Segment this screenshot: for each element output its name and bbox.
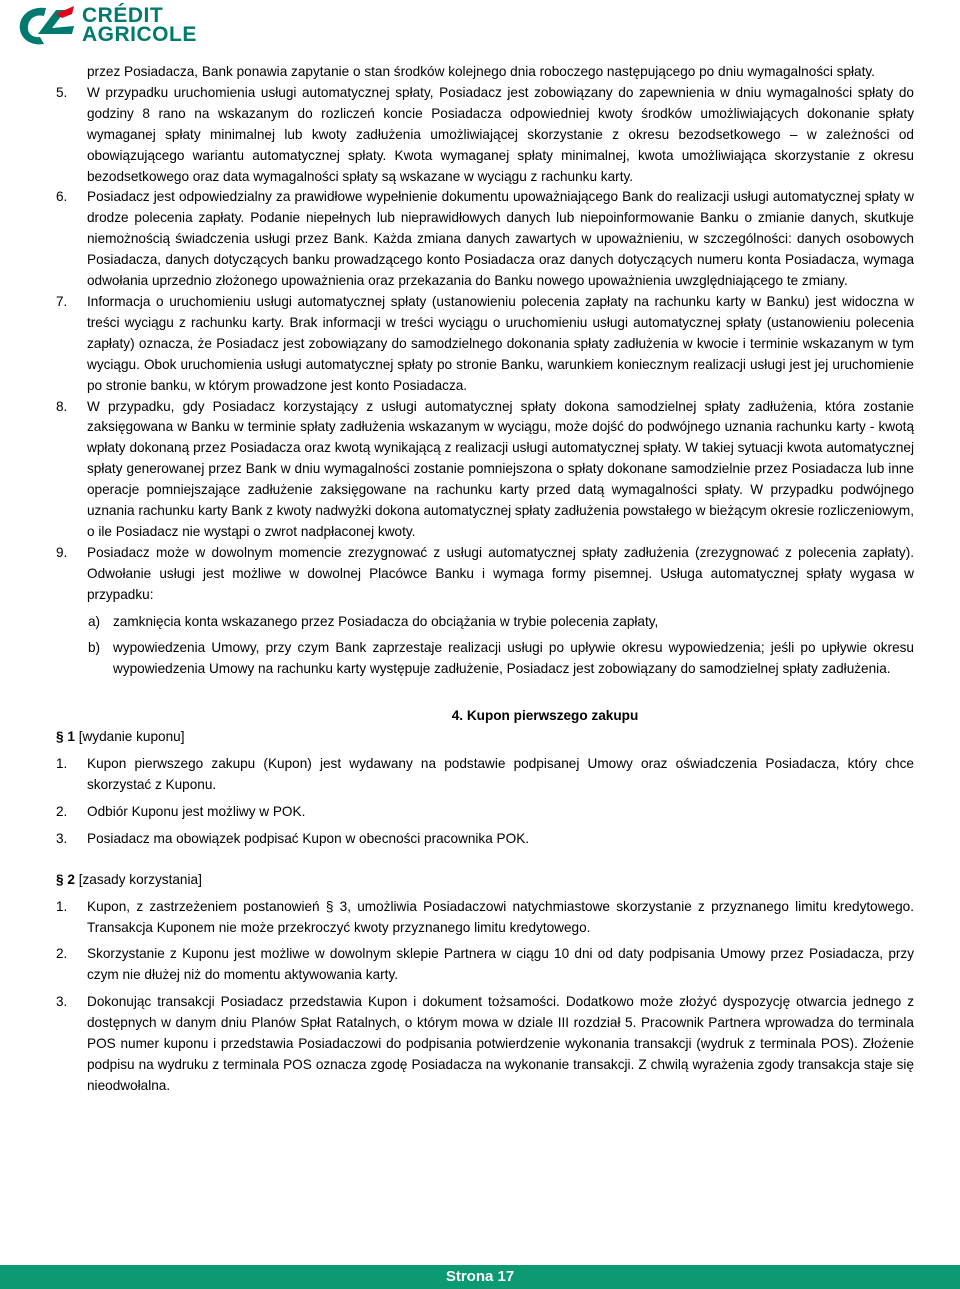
list-item: [56, 83, 914, 188]
paragraph-title: [zasady korzystania]: [78, 871, 202, 887]
item-number: 3.: [56, 994, 68, 1010]
logo-line-1: CRÉDIT: [82, 4, 164, 27]
paragraph-heading-1: [56, 727, 914, 748]
document-body: [56, 62, 914, 1097]
item-number: 5.: [56, 84, 68, 100]
list-item: [56, 992, 914, 1097]
item-text: Kupon, z zastrzeżeniem postanowień § 3, umożliwia Posiadaczowi natychmiastowe skorzystanie z przyznanego limitu kredytowego. Transakcja Kuponem nie może przekroczyć kwoty przyznanego limitu kredytowego.: [87, 898, 914, 935]
sub-item-text: wypowiedzenia Umowy, przy czym Bank zaprzestaje realizacji usługi po upływie okresu wypowiedzenia; jeśli po upływie okresu wypowiedzenia Umowy na rachunku karty występuje zadłużenie, Posiadacz jest zobowiązany do samodzielnej spłaty zadłużenia.: [113, 640, 914, 677]
list-item: [56, 897, 914, 939]
page-number: Strona 17: [445, 1268, 515, 1285]
ca-emblem-icon: [16, 4, 76, 46]
sub-item-label: b): [88, 640, 101, 656]
item-text: Odbiór Kuponu jest możliwy w POK.: [87, 803, 306, 819]
item-text: Kupon pierwszego zakupu (Kupon) jest wydawany na podstawie podpisanej Umowy oraz oświadczenia Posiadacza, który chce skorzystać z Kuponu.: [87, 756, 914, 792]
item-number: 1.: [56, 898, 68, 914]
sub-item-text: zamknięcia konta wskazanego przez Posiadacza do obciążania w trybie polecenia zapłaty,: [113, 613, 659, 629]
item-number: 1.: [56, 756, 68, 772]
item-number: 6.: [56, 189, 68, 205]
intro-text: przez Posiadacza, Bank ponawia zapytanie o stan środków kolejnego dnia roboczego następującego po dniu wymagalności spłaty.: [87, 64, 875, 79]
item-text: W przypadku uruchomienia usługi automatycznej spłaty, Posiadacz jest zobowiązany do zapewnienia w dniu wymagalności spłaty do godziny 8 rano na wskazanym do rozliczeń koncie Posiadacza odpowiedniej kwoty środków umożliwiających dokonanie spłaty wymaganej spłaty minimalnej lub kwoty zadłużenia umożliwiającej skorzystanie z okresu bezodsetkowego – w zależności od obowiązującego wariantu automatycznej spłaty. Kwota wymaganej spłaty minimalnej, kwota umożliwiająca skorzystanie z okresu bezodsetkowego oraz data wymagalności spłaty są wskazane w wyciągu z rachunku karty.: [87, 84, 914, 184]
paragraph-heading-2: [56, 870, 914, 891]
item-text: Posiadacz ma obowiązek podpisać Kupon w obecności pracownika POK.: [87, 830, 530, 846]
item-text: Posiadacz może w dowolnym momencie zrezygnować z usługi automatycznej spłaty zadłużenia (zrezygnować z polecenia zapłaty). Odwołanie usługi jest możliwe w dowolnej Placówce Banku i wymaga formy pisemnej. Usługa automatycznej spłaty wygasa w przypadku:: [87, 544, 914, 602]
item-text: Skorzystanie z Kuponu jest możliwe w dowolnym sklepie Partnera w ciągu 10 dni od daty podpisania Umowy przez Posiadacza, przy czym nie dłużej niż do momentu aktywowania karty.: [87, 946, 914, 983]
list-item: [56, 292, 914, 397]
sub-list-item: [56, 612, 914, 633]
item-text: W przypadku, gdy Posiadacz korzystający z usługi automatycznej spłaty dokona samodzielnej spłaty zadłużenia, która zostanie zaksięgowana w Banku w terminie spłaty zadłużenia wskazanym w wyciągu, może dojść do podwójnego uznania rachunku karty - kwotą wpłaty dokonaną przez Posiadacza oraz kwotą wynikającą z realizacji usługi automatycznej spłaty. W takiej sytuacji kwota automatycznej spłaty generowanej przez Bank w dniu wymagalności zostanie pomniejszona o spłaty dokonane samodzielnie przez Posiadacza lub inne operacje pomniejszające zadłużenie zaksięgowane na rachunku karty przed datą wymagalności spłaty. W przypadku podwójnego uznania rachunku karty Bank z kwoty nadwyżki dokona automatycznej spłaty zadłużenia powstałego w bieżącym okresie rozliczeniowym, o ile Posiadacz nie wystąpi o zwrot nadpłaconej kwoty.: [87, 398, 914, 539]
list-item: [56, 829, 914, 850]
list-item: [56, 944, 914, 986]
item-text: Informacja o uruchomieniu usługi automatycznej spłaty (ustanowieniu polecenia zapłaty na rachunku karty w Banku) jest widoczna w treści wyciągu z rachunku karty. Brak informacji w treści wyciągu o uruchomieniu usługi automatycznej spłaty (ustanowieniu polecenia zapłaty) oznacza, że Posiadacz jest zobowiązany do samodzielnego dokonania spłaty zadłużenia w kwocie i terminie wskazanym w tym wyciągu. Obok uruchomienia usługi automatycznej spłaty po stronie Banku, warunkiem koniecznym realizacji usługi jest jej uruchomienie po stronie banku, w którym prowadzone jest konto Posiadacza.: [87, 293, 914, 393]
item-number: 7.: [56, 293, 68, 309]
intro-paragraph: [56, 62, 914, 83]
list-item: [56, 543, 914, 606]
paragraph-title: [wydanie kuponu]: [78, 729, 185, 745]
list-item: [56, 187, 914, 292]
item-text: Dokonując transakcji Posiadacz przedstawia Kupon i dokument tożsamości. Dodatkowo może złożyć dyspozycję otwarcia jednego z dostępnych w danym dniu Planów Spłat Ratalnych, o którym mowa w dziale III rozdział 5. Pracownik Partnera wprowadza do terminala POS numer kuponu i przedstawia Posiadaczowi do podpisania potwierdzenie wykonania transakcji (wydruk z terminala POS). Złożenie podpisu na wydruku z terminala POS oznacza zgodę Posiadacza na wykonanie transakcji. Z chwilą wyrażenia zgody transakcja staje się nieodwołalna.: [87, 994, 914, 1093]
paragraph-sign: § 2: [56, 871, 75, 887]
list-item: [56, 802, 914, 823]
sub-list-item: [56, 638, 914, 680]
credit-agricole-logo: [16, 4, 197, 46]
paragraph-sign: § 1: [56, 729, 75, 745]
list-item: [56, 754, 914, 796]
item-number: 2.: [56, 946, 68, 962]
page-footer: [0, 1265, 960, 1289]
item-number: 8.: [56, 398, 68, 414]
item-number: 9.: [56, 544, 68, 560]
list-item: [56, 397, 914, 543]
item-text: Posiadacz jest odpowiedzialny za prawidłowe wypełnienie dokumentu upoważniającego Bank do realizacji usługi automatycznej spłaty w drodze polecenia zapłaty. Podanie niepełnych lub nieprawidłowych danych lub niepoinformowanie Banku o zmianie danych, skutkuje niemożnością świadczenia usługi przez Bank. Każda zmiana danych zawartych w upoważnieniu, w szczególności: danych osobowych Posiadacza, danych dotyczących banku prowadzącego konto Posiadacza oraz danych dotyczących numeru konta Posiadacza, wymaga odwołania uprzednio złożonego upoważnienia oraz przekazania do Banku nowego upoważnienia uwzględniającego te zmiany.: [87, 189, 914, 289]
item-number: 2.: [56, 803, 68, 819]
item-number: 3.: [56, 830, 68, 846]
logo-wordmark: [82, 6, 197, 44]
logo-line-2: AGRICOLE: [82, 23, 197, 46]
sub-item-label: a): [88, 613, 101, 629]
section-title: 4. Kupon pierwszego zakupu: [451, 708, 639, 724]
